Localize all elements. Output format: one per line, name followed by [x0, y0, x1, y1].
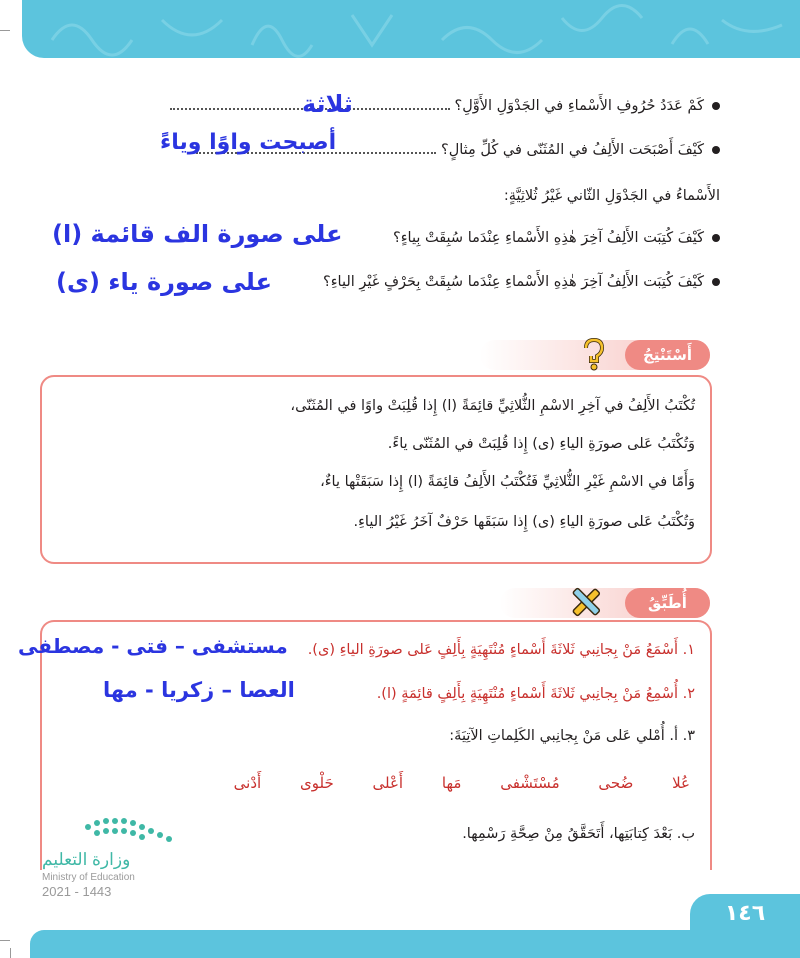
- apply-label: أُطَبِّقُ: [625, 588, 710, 618]
- crop-mark: [0, 30, 10, 31]
- word: مُسْتَشْفى: [500, 774, 560, 792]
- word: ضُحى: [598, 774, 634, 792]
- apply-item: ٢. أُسْمِعُ مَنْ بِجانِبي ثَلاثَةَ أَسْماءٍ مُنْتَهِيَةٍ بِأَلِفٍ قائِمَةٍ (ا).: [376, 686, 695, 702]
- handwritten-answer: مستشفى – فتى - مصطفى: [18, 634, 288, 658]
- bottom-banner: [30, 930, 800, 958]
- word: أَعْلى: [372, 774, 404, 792]
- handwritten-answer: ثلاثة: [302, 90, 353, 118]
- handwritten-answer: أصبحت واوًا وياءً: [160, 130, 337, 155]
- conclude-line: تُكْتَبُ الأَلِفُ في آخِرِ الاسْمِ الثُّلاثِيِّ قائِمَةً (ا) إِذا قُلِبَتْ واوًا في المُثَنّى،: [290, 398, 695, 414]
- question-bulb-icon: [580, 338, 608, 372]
- pencil-ruler-icon: [568, 584, 604, 620]
- question-item: كَمْ عَدَدُ حُرُوفِ الأَسْماءِ في الجَدْوَلِ الأَوَّلِ؟: [170, 98, 720, 114]
- question-item: كَيْفَ كُتِبَت الأَلِفُ آخِرَ هٰذِهِ الأَسْماءِ عِنْدَما سُبِقَتْ بِياءٍ؟: [393, 230, 720, 246]
- apply-item: ١. أَسْمَعُ مَنْ بِجانِبي ثَلاثَةَ أَسْماءٍ مُنْتَهِيَةٍ بِأَلِفٍ عَلى صورَةِ الياءِ (ى).: [307, 642, 695, 658]
- conclude-label: أَسْتَنْتِجُ: [625, 340, 710, 370]
- word: مَها: [441, 774, 462, 792]
- word: حَلْوى: [299, 774, 334, 792]
- handwritten-answer: على صورة الف قائمة (ا): [52, 220, 343, 248]
- word: أَدْنى: [233, 774, 262, 792]
- crop-mark: [10, 948, 11, 958]
- conclude-line: وَأَمّا في الاسْمِ غَيْرِ الثُّلاثِيِّ فَتُكْتَبُ الأَلِفُ قائِمَةً (ا) إِذا سَبَقَتْها ياءٌ،: [320, 474, 695, 490]
- ministry-name-ar: وزارة التعليم: [42, 850, 131, 869]
- arabic-calligraphy-pattern: [22, 0, 800, 58]
- bullet-icon: [712, 234, 720, 242]
- ministry-name-en: Ministry of Education: [42, 872, 135, 883]
- page-number: ١٤٦: [690, 894, 800, 934]
- crop-mark: [0, 940, 10, 941]
- question-item: كَيْفَ كُتِبَت الأَلِفُ آخِرَ هٰذِهِ الأَسْماءِ عِنْدَما سُبِقَتْ بِحَرْفٍ غَيْرِ الياءِ؟: [323, 274, 720, 290]
- question-item: كَيْفَ أَصْبَحَت الأَلِفُ في المُثَنّى في كُلِّ مِثالٍ؟: [196, 142, 720, 158]
- conclude-line: وَتُكْتَبُ عَلى صورَةِ الياءِ (ى) إِذا قُلِبَتْ في المُثَنّى ياءً.: [387, 436, 695, 452]
- ministry-year: 2021 - 1443: [42, 884, 112, 899]
- bullet-icon: [712, 146, 720, 154]
- handwritten-answer: العصا – زكريا - مها: [103, 678, 295, 702]
- word: عُلا: [672, 774, 690, 792]
- section-heading: الأَسْماءُ في الجَدْوَلِ الثّاني غَيْرُ ثُلاثِيَّةٍ:: [503, 188, 720, 204]
- ministry-logo-icon: [85, 814, 177, 848]
- bullet-icon: [712, 102, 720, 110]
- dictation-words: [200, 774, 690, 792]
- handwritten-answer: على صورة ياء (ى): [56, 268, 272, 296]
- apply-item-b: ب. بَعْدَ كِتابَتِها، أَتَحَقَّقُ مِنْ صِحَّةِ رَسْمِها.: [462, 826, 695, 842]
- conclude-line: وَتُكْتَبُ عَلى صورَةِ الياءِ (ى) إِذا سَبَقَها حَرْفٌ آخَرُ غَيْرُ الياءِ.: [353, 514, 695, 530]
- apply-item: ٣. أ. أُمْلي عَلى مَنْ بِجانِبي الكَلِماتِ الآتِيَةَ:: [449, 728, 695, 744]
- top-banner: [22, 0, 800, 58]
- bullet-icon: [712, 278, 720, 286]
